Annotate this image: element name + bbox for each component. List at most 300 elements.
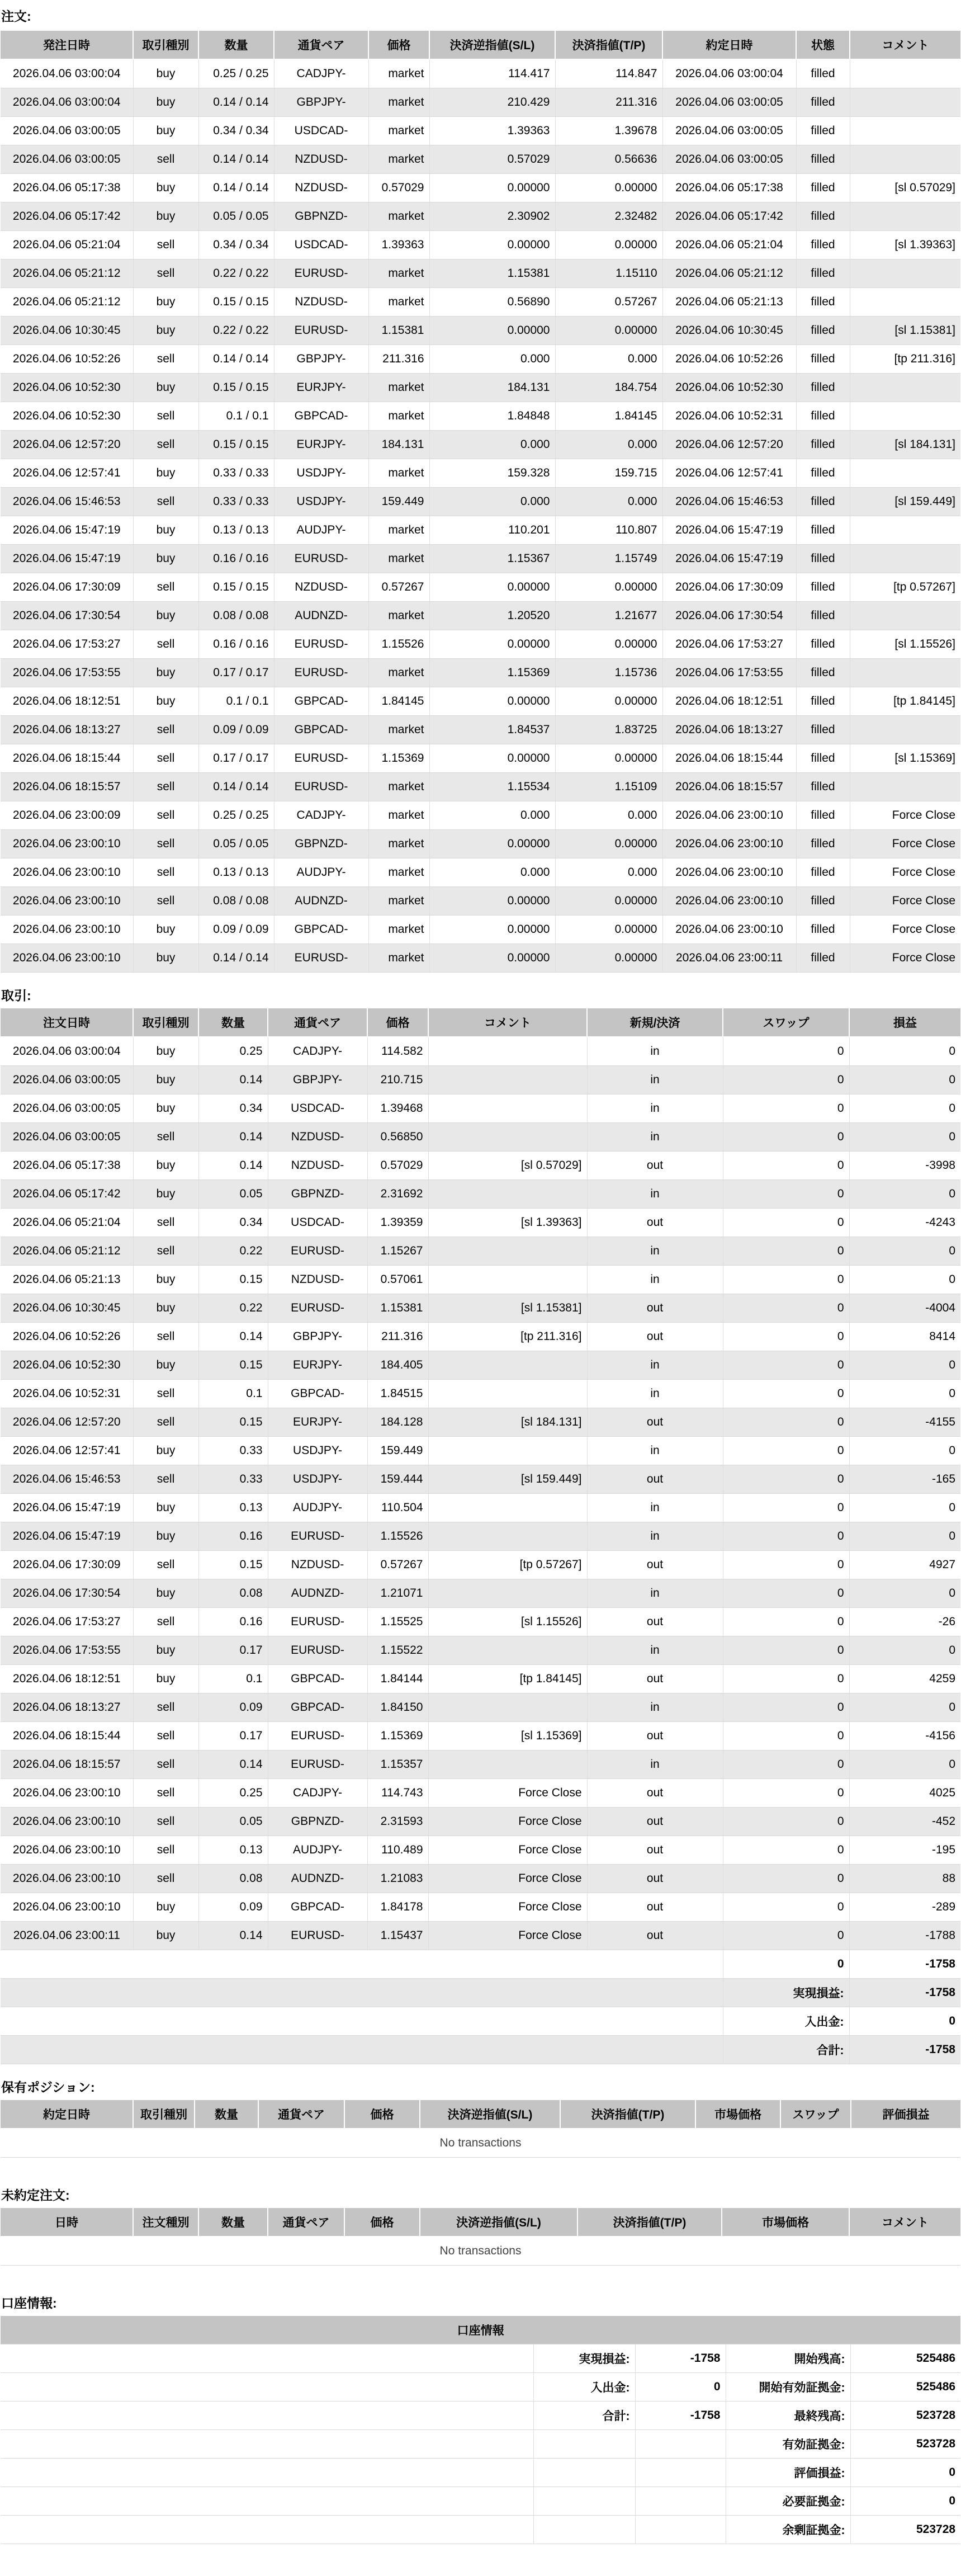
table-row [1,1808,960,1836]
cell: 0 [723,1094,849,1123]
column-header: 数量 [195,2100,258,2129]
cell: -4155 [849,1408,960,1437]
cell: EURUSD- [268,1294,367,1323]
cell: 0.15 [198,1408,268,1437]
cell: filled [796,88,850,117]
cell: 0.000 [555,858,662,887]
cell [850,545,960,573]
cell: 0.00000 [429,687,555,716]
cell: in [587,1437,723,1465]
table-row [1,516,960,545]
cell: 0.15 / 0.15 [198,374,274,402]
cell: 2026.04.06 17:53:27 [1,630,133,659]
cell: AUDJPY- [274,858,368,887]
cell: 0.000 [555,488,662,516]
cell: in [587,1693,723,1722]
column-header: コメント [428,1008,587,1037]
column-header: 通貨ペア [258,2100,344,2129]
table-row [1,1494,960,1522]
cell: Force Close [428,1865,587,1893]
cell: 0.14 [198,1152,268,1180]
cell [428,1266,587,1294]
cell: 0.22 / 0.22 [198,317,274,345]
deals-table [1,1008,960,2064]
cell: 0 [849,1579,960,1608]
cell: filled [796,174,850,202]
cell: 0.14 [198,1323,268,1351]
column-header: 通貨ペア [268,1008,367,1037]
cell: 0.05 / 0.05 [198,202,274,231]
table-row [1,1437,960,1465]
table-row [1,1922,960,1950]
cell: buy [133,288,198,317]
cell: 0 [723,1209,849,1237]
cell: 0.14 / 0.14 [198,145,274,174]
cell: in [587,1237,723,1266]
cell: GBPCAD- [274,687,368,716]
cell: buy [133,1522,198,1551]
cell: 0.00000 [555,630,662,659]
table-row [1,1266,960,1294]
cell [428,1579,587,1608]
cell: 0.00000 [429,573,555,602]
cell: 1.21677 [555,602,662,630]
cell: 2026.04.06 03:00:05 [1,1094,133,1123]
cell: 0.57061 [367,1266,428,1294]
summary-value-cell: -1758 [849,1979,960,2007]
cell: filled [796,887,850,916]
cell: 0.17 / 0.17 [198,659,274,687]
cell: buy [133,687,198,716]
cell: in [587,1751,723,1779]
cell: [sl 1.15381] [850,317,960,345]
deals-section-label: 取引: [1,988,31,1003]
account-section-label: 口座情報: [1,2296,57,2310]
cell: 2026.04.06 05:17:42 [1,1180,133,1209]
cell: buy [133,1066,198,1094]
cell: 2026.04.06 17:53:55 [1,659,133,687]
column-header: コメント [850,31,960,59]
cell: 1.21083 [367,1865,428,1893]
cell: filled [796,630,850,659]
cell: 2026.04.06 12:57:41 [1,1437,133,1465]
cell: 0 [723,1380,849,1408]
cell: 2026.04.06 23:00:09 [1,801,133,830]
cell: 1.15522 [367,1636,428,1665]
table-row [1,573,960,602]
cell: filled [796,431,850,459]
table-row [1,830,960,858]
cell: 0.1 / 0.1 [198,687,274,716]
cell: 1.15526 [368,630,429,659]
cell [428,1180,587,1209]
cell: 0.00000 [429,944,555,973]
cell: 2026.04.06 12:57:20 [1,1408,133,1437]
cell: 2026.04.06 10:52:26 [1,345,133,374]
cell [850,374,960,402]
cell: filled [796,801,850,830]
cell: buy [133,916,198,944]
cell: EURJPY- [274,431,368,459]
cell: 2026.04.06 18:15:44 [1,1722,133,1751]
cell [428,1351,587,1380]
cell: 0.13 [198,1836,268,1865]
table-row [1,1123,960,1152]
cell: -195 [849,1836,960,1865]
column-header: 損益 [849,1008,960,1037]
cell: buy [133,516,198,545]
cell: 159.449 [368,488,429,516]
cell: in [587,1522,723,1551]
cell: 0 [723,1465,849,1494]
cell: GBPCAD- [274,916,368,944]
cell: 2026.04.06 05:21:13 [662,288,796,317]
table-row [1,1237,960,1266]
cell: 2026.04.06 23:00:10 [1,944,133,973]
cell: 2026.04.06 17:30:09 [1,1551,133,1579]
cell: 2026.04.06 23:00:10 [1,1808,133,1836]
column-header: 注文日時 [1,1008,133,1037]
summary-spacer-cell [1,2036,723,2064]
cell [850,117,960,145]
cell: market [368,659,429,687]
cell: filled [796,602,850,630]
table-row [1,1037,960,1066]
cell: -4156 [849,1722,960,1751]
cell: 1.15357 [367,1751,428,1779]
cell: filled [796,545,850,573]
account-value-cell: -1758 [635,2402,726,2430]
account-row [1,2516,960,2544]
table-row [1,202,960,231]
cell: 2026.04.06 18:15:57 [662,773,796,801]
cell: 0.000 [555,801,662,830]
cell: 0 [723,1665,849,1693]
cell: 4025 [849,1779,960,1808]
table-row [1,887,960,916]
cell: sell [133,887,198,916]
cell: buy [133,1094,198,1123]
table-row [1,1665,960,1693]
cell [428,1380,587,1408]
cell: Force Close [428,1779,587,1808]
cell [850,402,960,431]
cell: market [368,459,429,488]
cell: AUDNZD- [274,602,368,630]
cell: 0 [723,1751,849,1779]
table-row [1,1066,960,1094]
cell: out [587,1722,723,1751]
cell: 4927 [849,1551,960,1579]
cell: sell [133,231,198,260]
table-row [1,1152,960,1180]
cell: [tp 1.84145] [850,687,960,716]
cell: Force Close [850,887,960,916]
cell: 0 [723,1066,849,1094]
account-label-cell: 合計: [533,2402,635,2430]
table-row [1,1693,960,1722]
table-row [1,174,960,202]
table-row [1,659,960,687]
cell: USDCAD- [274,117,368,145]
cell: 2026.04.06 23:00:10 [1,1893,133,1922]
table-row [1,1551,960,1579]
cell: in [587,1636,723,1665]
cell: USDCAD- [268,1209,367,1237]
cell: 110.201 [429,516,555,545]
cell: buy [133,317,198,345]
cell: Force Close [428,1893,587,1922]
cell: USDCAD- [268,1094,367,1123]
summary-spacer-cell [1,1979,723,2007]
cell: market [368,830,429,858]
cell: 1.84515 [367,1380,428,1408]
cell: 0.34 / 0.34 [198,117,274,145]
cell: 0.15 / 0.15 [198,573,274,602]
cell: 2026.04.06 23:00:11 [1,1922,133,1950]
table-row [1,744,960,773]
cell: market [368,288,429,317]
cell: market [368,602,429,630]
cell: 0 [723,1522,849,1551]
cell: sell [133,1865,198,1893]
cell: filled [796,317,850,345]
cell: 2026.04.06 17:53:55 [662,659,796,687]
cell: 2026.04.06 17:53:27 [662,630,796,659]
cell: 0.09 [198,1693,268,1722]
cell: in [587,1094,723,1123]
cell: 0 [849,1237,960,1266]
cell: 2026.04.06 12:57:41 [662,459,796,488]
cell: 0 [849,1123,960,1152]
cell: 0 [723,1123,849,1152]
cell: 0.00000 [429,916,555,944]
summary-row [1,2007,960,2036]
pending-header-row [1,2208,960,2237]
cell: 0.000 [429,345,555,374]
cell: 2026.04.06 17:53:55 [1,1636,133,1665]
summary-spacer-cell [1,2007,723,2036]
cell: 1.39363 [429,117,555,145]
cell: 1.15110 [555,260,662,288]
cell: 0.00000 [555,317,662,345]
column-header: 決済逆指値(S/L) [420,2208,577,2237]
cell: 2026.04.06 15:46:53 [1,488,133,516]
cell: 2026.04.06 03:00:05 [1,1123,133,1152]
cell: market [368,545,429,573]
cell: sell [133,630,198,659]
cell: 0.05 / 0.05 [198,830,274,858]
cell: 2026.04.06 12:57:20 [662,431,796,459]
cell: sell [133,1323,198,1351]
cell: 2026.04.06 12:57:20 [1,431,133,459]
cell: buy [133,459,198,488]
cell: 2026.04.06 05:21:12 [1,260,133,288]
cell: 0.15 / 0.15 [198,431,274,459]
cell: 2026.04.06 10:52:30 [1,374,133,402]
cell: 0 [849,1037,960,1066]
cell: 2026.04.06 05:21:12 [662,260,796,288]
cell: 2026.04.06 23:00:10 [662,858,796,887]
cell: 0 [849,1636,960,1665]
cell: market [368,858,429,887]
cell: out [587,1779,723,1808]
cell: 88 [849,1865,960,1893]
cell: 2026.04.06 18:13:27 [1,716,133,744]
cell: USDJPY- [274,459,368,488]
cell: out [587,1865,723,1893]
cell: [sl 159.449] [850,488,960,516]
cell: sell [133,1408,198,1437]
cell: [sl 159.449] [428,1465,587,1494]
cell: buy [133,88,198,117]
cell: filled [796,944,850,973]
pending-orders-table [1,2208,960,2266]
cell: 0.13 / 0.13 [198,858,274,887]
account-value-cell [635,2487,726,2516]
cell: sell [133,1779,198,1808]
cell: 2026.04.06 18:15:44 [1,744,133,773]
cell: AUDNZD- [268,1865,367,1893]
cell [850,773,960,801]
cell: 2026.04.06 05:21:04 [1,231,133,260]
cell: 159.449 [367,1437,428,1465]
table-row [1,345,960,374]
cell: 0.00000 [555,744,662,773]
cell: buy [133,1579,198,1608]
cell: EURUSD- [274,260,368,288]
table-row [1,1380,960,1408]
table-row [1,231,960,260]
cell: 1.15369 [367,1722,428,1751]
cell: 0 [849,1494,960,1522]
cell: Force Close [850,830,960,858]
cell [850,459,960,488]
account-info-table [1,2316,960,2544]
cell: 1.84848 [429,402,555,431]
cell: 2026.04.06 10:52:26 [1,1323,133,1351]
cell: 0 [849,1380,960,1408]
cell: 2026.04.06 23:00:10 [1,887,133,916]
table-row [1,1836,960,1865]
cell: market [368,260,429,288]
account-label-cell: 開始有効証拠金: [726,2373,850,2402]
cell: filled [796,716,850,744]
cell: buy [133,1180,198,1209]
cell: 0.08 / 0.08 [198,602,274,630]
cell [428,1693,587,1722]
cell: 2026.04.06 17:30:09 [662,573,796,602]
cell: buy [133,545,198,573]
account-label-cell: 入出金: [533,2373,635,2402]
column-header: 発注日時 [1,31,133,59]
cell: 1.84178 [367,1893,428,1922]
cell: 2026.04.06 23:00:11 [662,944,796,973]
table-row [1,687,960,716]
cell: 114.847 [555,59,662,88]
cell: market [368,773,429,801]
positions-empty-text: No transactions [1,2129,960,2158]
cell: 159.328 [429,459,555,488]
cell: 0.00000 [555,573,662,602]
cell: 0.000 [429,858,555,887]
cell: sell [133,260,198,288]
cell: CADJPY- [274,801,368,830]
cell: 0.22 / 0.22 [198,260,274,288]
cell: 2026.04.06 03:00:05 [1,145,133,174]
cell [850,716,960,744]
cell: market [368,202,429,231]
cell: sell [133,145,198,174]
table-row [1,716,960,744]
cell: Force Close [850,916,960,944]
cell: 0 [723,1865,849,1893]
cell: in [587,1351,723,1380]
cell: sell [133,1551,198,1579]
column-header: 約定日時 [1,2100,133,2129]
pending-empty-text: No transactions [1,2237,960,2266]
cell: [sl 184.131] [428,1408,587,1437]
cell: sell [133,1808,198,1836]
account-label-cell: 最終残高: [726,2402,850,2430]
cell: 0.08 / 0.08 [198,887,274,916]
cell [850,602,960,630]
cell: 2.30902 [429,202,555,231]
cell: 2026.04.06 03:00:05 [662,117,796,145]
cell: 8414 [849,1323,960,1351]
column-header: 価格 [367,1008,428,1037]
cell: GBPCAD- [268,1893,367,1922]
cell: buy [133,1494,198,1522]
cell: filled [796,858,850,887]
cell: 1.15367 [429,545,555,573]
summary-value-cell: -1758 [849,1950,960,1979]
orders-table [1,31,960,973]
cell: 1.84145 [555,402,662,431]
cell: 0 [723,1608,849,1636]
cell: 114.582 [367,1037,428,1066]
table-row [1,1465,960,1494]
cell: 0.14 / 0.14 [198,345,274,374]
cell: market [368,944,429,973]
cell: 2026.04.06 23:00:10 [662,830,796,858]
cell: filled [796,488,850,516]
cell: in [587,1066,723,1094]
cell: 0.08 [198,1579,268,1608]
column-header: コメント [849,2208,960,2237]
table-row [1,317,960,345]
cell: 0.00000 [555,944,662,973]
cell: -1788 [849,1922,960,1950]
backtest-report-page [0,8,961,2544]
cell: 2026.04.06 10:52:30 [1,402,133,431]
cell: sell [133,1693,198,1722]
cell: [sl 1.15526] [850,630,960,659]
cell: filled [796,459,850,488]
table-row [1,1209,960,1237]
cell: 0.33 [198,1465,268,1494]
cell [428,1751,587,1779]
cell: GBPCAD- [268,1665,367,1693]
cell: buy [133,202,198,231]
cell: 1.21071 [367,1579,428,1608]
table-row [1,801,960,830]
table-row [1,288,960,317]
cell: 110.489 [367,1836,428,1865]
cell: buy [133,602,198,630]
cell [850,288,960,317]
cell: 159.444 [367,1465,428,1494]
